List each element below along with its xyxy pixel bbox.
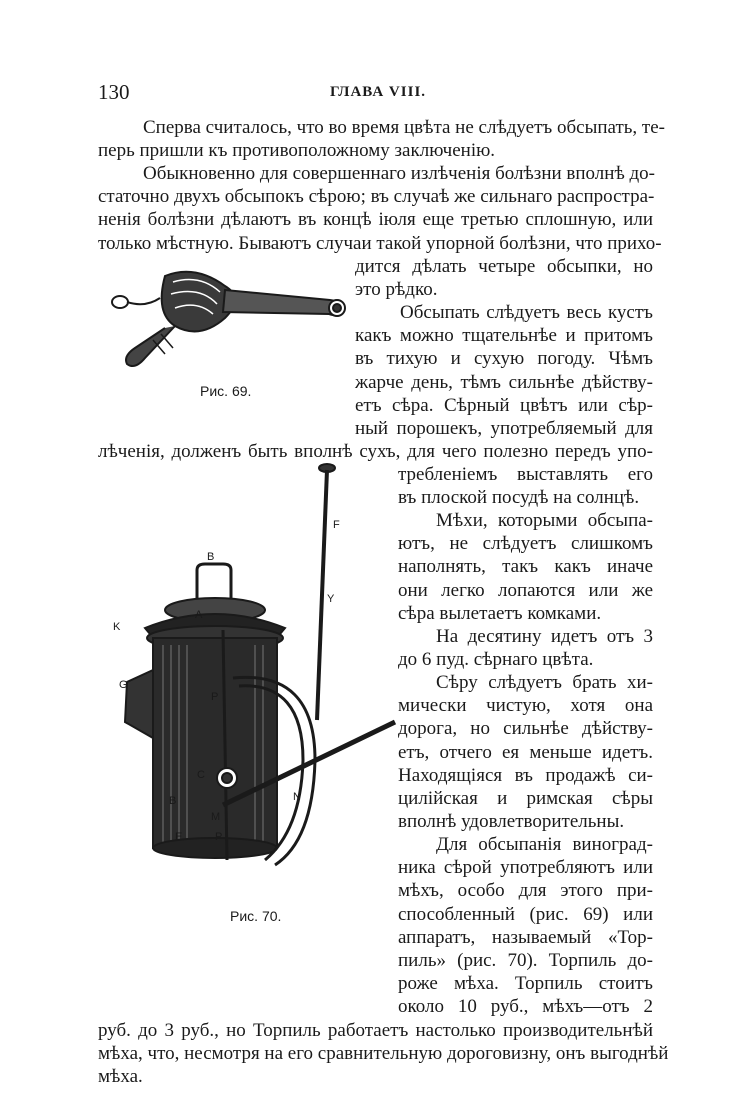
paragraph-7-full [98, 1019, 669, 1089]
label-b: B [207, 551, 215, 563]
text-line: мически чистую, хотя она [398, 695, 653, 717]
torpille-sprayer-illustration [105, 460, 405, 880]
text-line: Обыкновенно для совершеннаго излѣченія болѣзни вполнѣ до- [143, 163, 655, 184]
text-line: требленіемъ выставлять его [398, 464, 653, 485]
paragraph-1 [98, 116, 665, 162]
text-line: лѣченія, долженъ быть вполнѣ сухъ, для чего полезно передъ упо- [98, 441, 653, 462]
text-line: Для обсыпанія виноград- [436, 834, 653, 855]
text-line: въ тихую и сухую погоду. Чѣмъ [355, 348, 653, 370]
label-e: E [175, 831, 183, 843]
text-line: дится дѣлать четыре обсыпки, но [355, 256, 653, 277]
text-line: вполнѣ удовлетворительны. [398, 811, 625, 833]
bellows-illustration [105, 268, 355, 378]
text-line: около 10 руб., мѣхъ—отъ 2 [398, 996, 653, 1018]
text-line: пиль» (рис. 70). Торпиль до- [398, 950, 653, 972]
text-line: етъ, отчего ея меньше идетъ. [398, 741, 653, 763]
paragraph-7 [398, 833, 653, 1019]
label-p-lower: P [215, 831, 223, 843]
paragraph-3-continued [398, 463, 653, 509]
label-c: C [197, 769, 205, 781]
text-line: На десятину идетъ отъ 3 [436, 626, 653, 647]
label-m: M [211, 811, 221, 823]
text-line: дорога, но сильнѣе дѣйству- [398, 718, 653, 740]
paragraph-3 [355, 301, 653, 440]
text-line: они легко лопаются или же [398, 579, 653, 601]
text-line: только мѣстную. Бываютъ случаи такой упорной болѣзни, что прихо- [98, 232, 662, 254]
text-line: Сперва считалось, что во время цвѣта не слѣдуетъ обсыпать, те- [143, 117, 665, 138]
text-line: способленный (рис. 69) или [398, 903, 653, 925]
paragraph-2-continued [355, 255, 653, 301]
text-line: руб. до 3 руб., но Торпиль работаетъ настолько производительнѣй [98, 1020, 653, 1041]
text-line: какъ можно тщательнѣе и притомъ [355, 325, 653, 347]
label-g: G [119, 679, 128, 691]
page-number: 130 [98, 80, 130, 104]
text-line: ника сѣрой употребляютъ или [398, 857, 653, 879]
text-line: статочно двухъ обсыпокъ сѣрою; въ случаѣ же сильнаго распростра- [98, 186, 655, 208]
paragraph-5 [398, 625, 653, 671]
text-line: Мѣхи, которыми обсыпа- [436, 510, 653, 531]
label-f: F [333, 519, 340, 531]
text-line: Обсыпать слѣдуетъ весь кустъ [400, 302, 653, 323]
text-line: роже мѣха. Торпиль стоитъ [398, 973, 653, 995]
paragraph-4 [398, 509, 653, 625]
paragraph-6 [398, 671, 653, 833]
text-line: наполнять, такъ какъ иначе [398, 556, 653, 578]
text-line: мѣха, что, несмотря на его сравнительную дороговизну, онъ выгоднѣй [98, 1043, 669, 1065]
text-line: аппаратъ, называемый «Тор- [398, 926, 653, 948]
text-line: мѣхъ, особо для этого при- [398, 880, 653, 902]
figure-70-caption: Рис. 70. [230, 908, 282, 924]
label-y: Y [327, 593, 335, 605]
label-b-lower: B [169, 795, 177, 807]
paragraph-2 [98, 162, 662, 255]
chapter-heading: ГЛАВА VIII. [330, 84, 427, 100]
text-line: это рѣдко. [355, 279, 438, 301]
label-p-upper: P [211, 691, 219, 703]
text-line: ютъ, не слѣдуетъ слишкомъ [398, 533, 653, 555]
label-n: N [293, 791, 301, 803]
text-line: ный порошекъ, употребляемый для [355, 418, 653, 440]
label-a: A [195, 609, 203, 621]
text-line: сѣра вылетаетъ комками. [398, 602, 602, 624]
text-line: цилійская и римская сѣры [398, 788, 653, 810]
text-line: Сѣру слѣдуетъ брать хи- [436, 672, 653, 693]
text-line: Находящіяся въ продажѣ си- [398, 764, 653, 786]
text-line: ненія болѣзни дѣлаютъ въ концѣ іюля еще третью сплошную, или [98, 209, 653, 231]
text-line: въ плоской посудѣ на солнцѣ. [398, 487, 640, 509]
figure-69-caption: Рис. 69. [200, 383, 252, 399]
text-line: до 6 пуд. сѣрнаго цвѣта. [398, 649, 594, 671]
text-line: мѣха. [98, 1066, 143, 1088]
text-line: перь пришли къ противоположному заключенію. [98, 140, 496, 162]
text-line: жарче день, тѣмъ сильнѣе дѣйству- [355, 371, 653, 393]
text-line: етъ сѣра. Сѣрный цвѣтъ или сѣр- [355, 394, 653, 416]
label-k: K [113, 621, 121, 633]
